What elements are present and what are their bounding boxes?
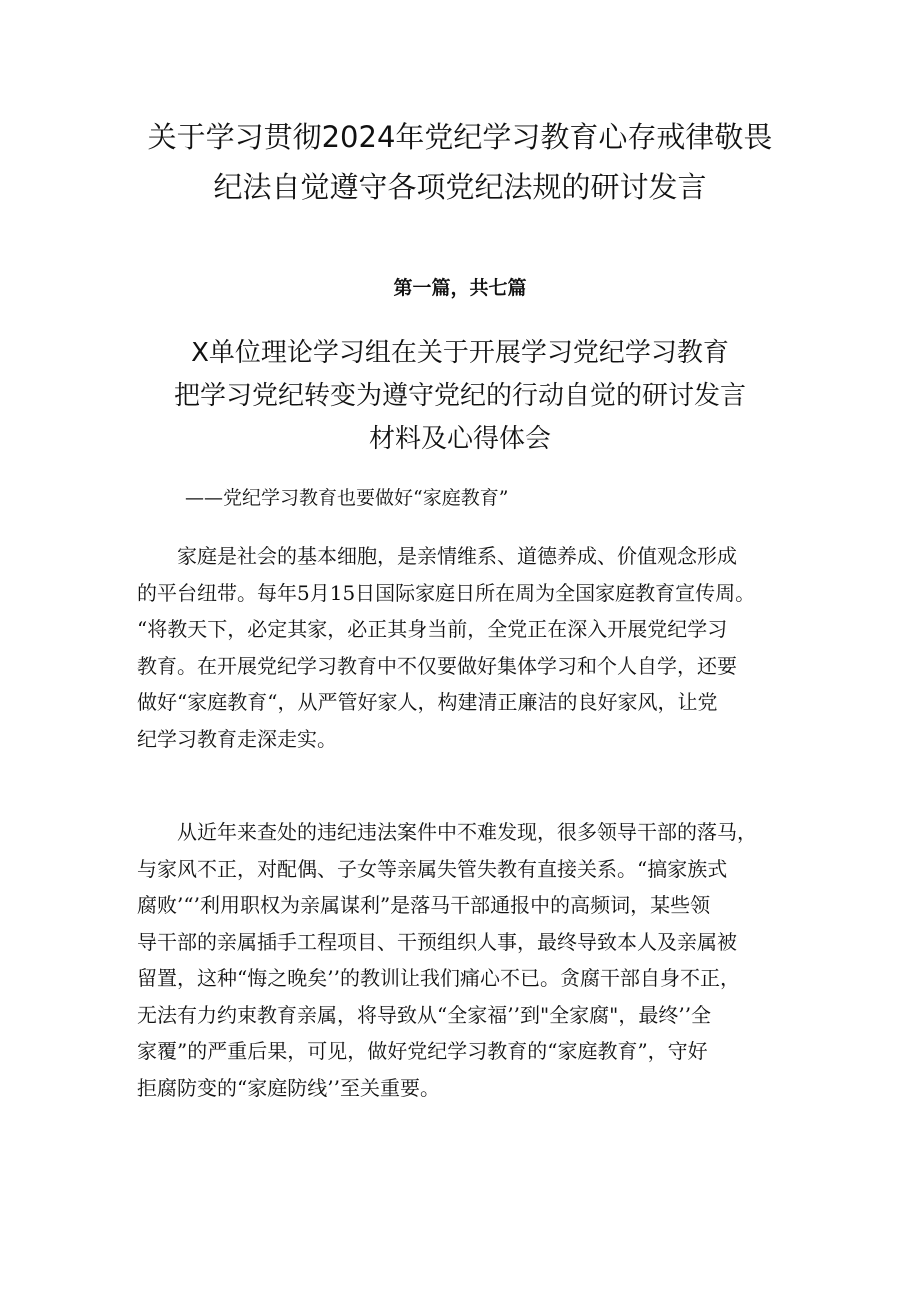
paragraph-line: 纪学习教育走深走实。 (137, 726, 337, 751)
paragraph (137, 814, 797, 1106)
paragraph-line: 导干部的亲属插手工程项目、干预组织人事，最终导致本人及亲属被 (137, 929, 737, 954)
paragraph (137, 538, 797, 757)
paragraph-line: 腐败’“’利用职权为亲属谋利”是落马干部通报中的高频词，某些领 (137, 893, 711, 917)
subtitle-line: 把学习党纪转变为遵守党纪的行动自觉的研讨发言 (173, 381, 746, 411)
paragraph-line: 从近年来查处的违纪违法案件中不难发现，很多领导干部的落马， (137, 820, 757, 844)
paragraph-line: “将教天下，必定其家，必正其身当前，全党正在深入开展党纪学习 (137, 617, 728, 641)
byline: ——党纪学习教育也要做好“家庭教育” (185, 487, 509, 509)
document-title (0, 112, 920, 212)
paragraph-line: 的平台纽带。每年5月15日国际家庭日所在周为全国家庭教育宣传周。 (137, 580, 756, 605)
paragraph-line: 教育。在开展党纪学习教育中不仅要做好集体学习和个人自学，还要 (137, 653, 737, 678)
paragraph-line: 无法有力约束教育亲属，将导致从“全家福’’到"全家腐"，最终’’全 (137, 1002, 712, 1027)
paragraph-line: 拒腐防变的“家庭防线’’至关重要。 (137, 1075, 440, 1100)
paragraph-line: 与家风不正，对配偶、子女等亲属失管失教有直接关系。“搞家族式 (137, 856, 728, 881)
section-label: 第一篇，共七篇 (393, 277, 527, 299)
paragraph-line: 家庭是社会的基本细胞，是亲情维系、道德养成、价值观念形成 (137, 544, 737, 568)
paragraph-line: 留置，这种“悔之晚矣’’的教训让我们痛心不已。贪腐干部自身不正， (137, 966, 740, 990)
title-line: 纪法自觉遵守各项党纪法规的研讨发言 (213, 170, 707, 204)
subtitle-line: 材料及心得体会 (368, 424, 551, 454)
paragraph-line: 家覆”的严重后果，可见，做好党纪学习教育的“家庭教育”，守好 (137, 1039, 708, 1063)
subtitle-line: X单位理论学习组在关于开展学习党纪学习教育 (191, 338, 729, 368)
title-line: 关于学习贯彻2024年党纪学习教育心存戒律敬畏 (147, 120, 773, 154)
paragraph-line: 做好“家庭教育“，从严管好家人，构建清正廉洁的良好家风，让党 (137, 690, 718, 714)
article-subtitle (0, 332, 920, 461)
